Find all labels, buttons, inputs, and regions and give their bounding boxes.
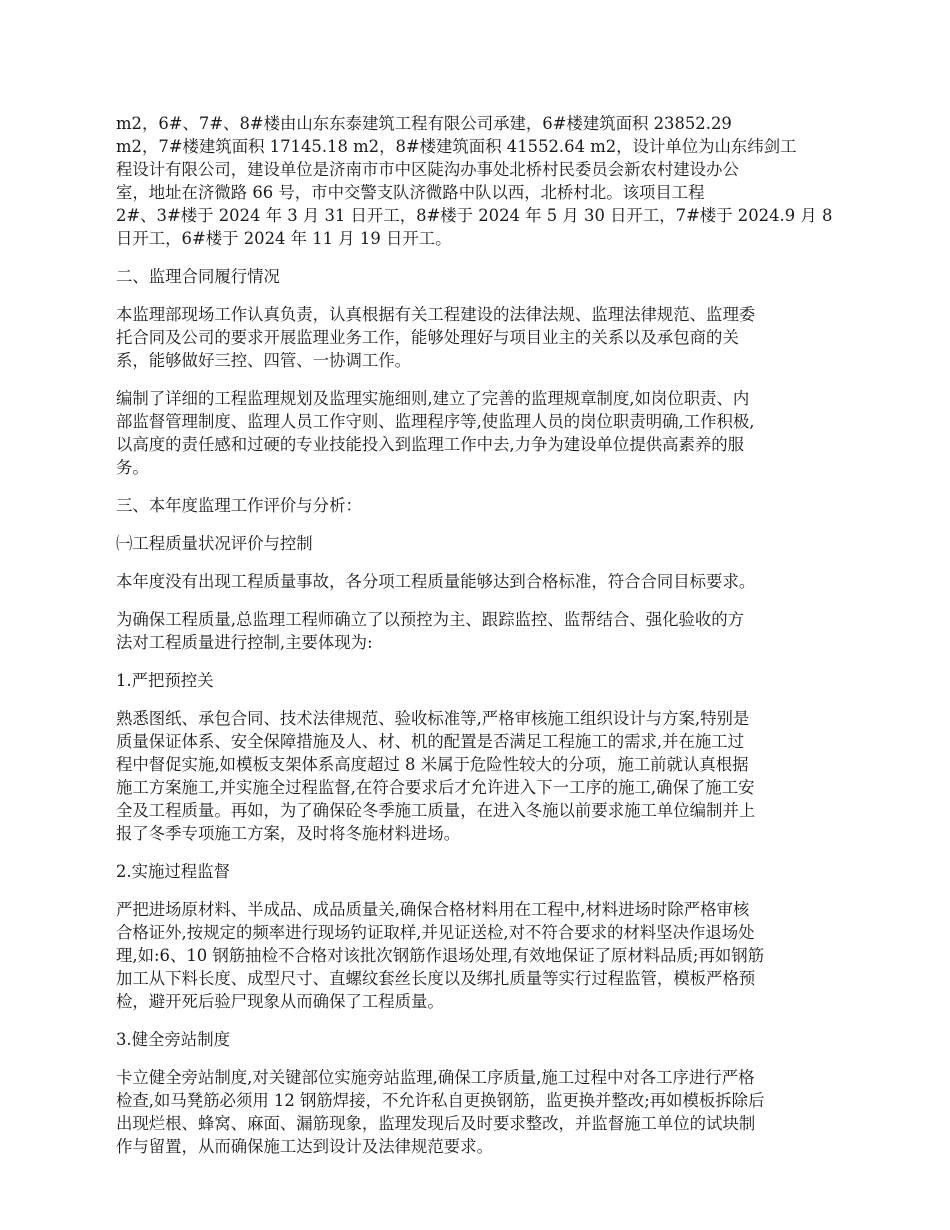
paragraph-line: 托合同及公司的要求开展监理业务工作，能够处理好与项目业主的关系以及承包商的关 bbox=[116, 328, 739, 347]
paragraph-line: 质量保证体系、安全保障措施及人、材、机的配置是否满足工程施工的需求,并在施工过 bbox=[116, 732, 745, 751]
paragraph-line: m2，6#、7#、8#楼由山东东泰建筑工程有限公司承建，6#楼建筑面积 23852.29 bbox=[116, 114, 732, 133]
paragraph-line: 程设计有限公司，建设单位是济南市市中区陡沟办事处北桥村民委员会新农村建设办公 bbox=[116, 160, 739, 179]
section-heading: 三、本年度监理工作评价与分析： bbox=[116, 496, 362, 515]
paragraph-line: 报了冬季专项施工方案，及时将冬施材料进场。 bbox=[116, 824, 461, 843]
paragraph-line: 本监理部现场工作认真负责，认真根据有关工程建设的法律法规、监理法律规范、监理委 bbox=[116, 305, 756, 324]
paragraph-line: 务。 bbox=[116, 458, 149, 477]
paragraph bbox=[116, 898, 838, 1013]
paragraph-line: 熟悉图纸、承包合同、技术法律规范、验收标准等,严格审核施工组织设计与方案,特别是 bbox=[116, 709, 750, 728]
section-heading: 二、监理合同履行情况 bbox=[116, 267, 280, 286]
paragraph-line: 2#、3#楼于 2024 年 3 月 31 日开工，8#楼于 2024 年 5 月 30 日开工，7#楼于 2024.9 月 8 bbox=[116, 206, 833, 225]
paragraph-line: 法对工程质量进行控制,主要体现为: bbox=[116, 633, 373, 652]
paragraph-line: 检，避开死后验尸现象从而确保了工程质量。 bbox=[116, 992, 444, 1011]
paragraph-line: 检查,如马凳筋必须用 12 钢筋焊接，不允许私自更换钢筋，监更换并整改;再如模板拆除后 bbox=[116, 1091, 765, 1110]
section-heading: 3.健全旁站制度 bbox=[116, 1030, 230, 1049]
paragraph bbox=[116, 112, 838, 250]
paragraph bbox=[116, 387, 838, 479]
paragraph bbox=[116, 608, 838, 654]
paragraph-line: 本年度没有出现工程质量事故，各分项工程质量能够达到合格标准，符合合同目标要求。 bbox=[116, 572, 756, 591]
section-heading: 2.实施过程监督 bbox=[116, 862, 230, 881]
paragraph-line: 作与留置，从而确保施工达到设计及法律规范要求。 bbox=[116, 1137, 493, 1156]
paragraph-line: 部监督管理制度、监理人员工作守则、监理程序等,使监理人员的岗位职责明确,工作积极, bbox=[116, 412, 755, 431]
paragraph-line: 合格证外,按规定的频率进行现场钓证取样,并见证送检,对不符合要求的材料坚决作退场处 bbox=[116, 923, 755, 942]
paragraph bbox=[116, 1066, 838, 1158]
paragraph-line: 日开工，6#楼于 2024 年 11 月 19 日开工。 bbox=[116, 229, 452, 248]
paragraph-line: 系，能够做好三控、四管、一协调工作。 bbox=[116, 351, 412, 370]
paragraph-line: 加工从下料长度、成型尺寸、直螺纹套丝长度以及绑扎质量等实行过程监管，模板严格预 bbox=[116, 969, 756, 988]
paragraph-line: 理,如:6、10 钢筋抽检不合格对该批次钢筋作退场处理,有效地保证了原材料品质;再如钢筋 bbox=[116, 946, 765, 965]
paragraph-line: 以高度的责任感和过硬的专业技能投入到监理工作中去,力争为建设单位提供高素养的服 bbox=[116, 435, 745, 454]
paragraph-line: 严把进场原材料、半成品、成品质量关,确保合格材料用在工程中,材料进场时除严格审核 bbox=[116, 900, 750, 919]
paragraph-line: 施工方案施工,并实施全过程监督,在符合要求后才允许进入下一工序的施工,确保了施工安 bbox=[116, 778, 755, 797]
section-heading: 1.严把预控关 bbox=[116, 671, 214, 690]
paragraph-line: 程中督促实施,如模板支架体系高度超过 8 米属于危险性较大的分项，施工前就认真根据 bbox=[116, 755, 749, 774]
document-page bbox=[116, 112, 838, 1173]
paragraph-line: m2，7#楼建筑面积 17145.18 m2，8#楼建筑面积 41552.64 m2，设计单位为山东纬剑工 bbox=[116, 137, 797, 156]
paragraph bbox=[116, 570, 838, 593]
paragraph-line: 全及工程质量。再如，为了确保砼冬季施工质量，在进入冬施以前要求施工单位编制并上 bbox=[116, 801, 756, 820]
paragraph-line: 卡立健全旁站制度,对关键部位实施旁站监理,确保工序质量,施工过程中对各工序进行严格 bbox=[116, 1068, 755, 1087]
paragraph-line: 为确保工程质量,总监理工程师确立了以预控为主、跟踪监控、监帮结合、强化验收的方 bbox=[116, 610, 745, 629]
paragraph-line: 编制了详细的工程监理规划及监理实施细则,建立了完善的监理规章制度,如岗位职责、内 bbox=[116, 389, 750, 408]
paragraph-line: 出现烂根、蜂窝、麻面、漏筋现象，监理发现后及时要求整改，并监督施工单位的试块制 bbox=[116, 1114, 756, 1133]
paragraph bbox=[116, 303, 838, 372]
paragraph-line: 室，地址在济微路 66 号，市中交警支队济微路中队以西，北桥村北。该项目工程 bbox=[116, 183, 705, 202]
paragraph bbox=[116, 707, 838, 845]
section-heading: ㈠工程质量状况评价与控制 bbox=[116, 534, 313, 553]
